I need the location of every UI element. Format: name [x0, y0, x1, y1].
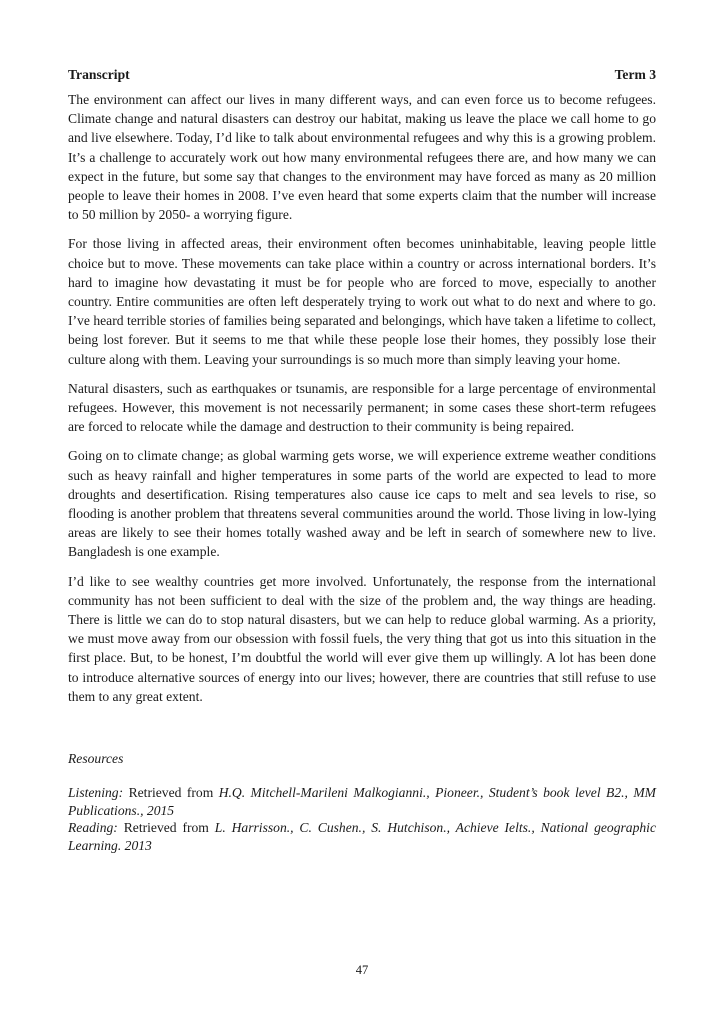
reading-prefix: Retrieved from: [117, 820, 215, 836]
transcript-title: Transcript: [68, 67, 130, 82]
listening-source: H.Q. Mitchell-Marileni Malkogianni., Pioneer., Student’s book level B2., MM Publications., 2015: [68, 785, 657, 818]
document-header: [68, 66, 656, 83]
paragraph-2: For those living in affected areas, their environment often becomes uninhabitable, leaving people little choice but to move. These movements can take place within a country or across international borders. It’s hard to imagine how devastating it must be for people who are forced to move, especially to another country. Entire communities are often left desperately trying to work out what to do next and where to go. I’ve heard terrible stories of families being separated and belongings, which have taken a lifetime to collect, being lost forever. But it seems to me that while these people lose their homes, they possibly lose their culture along with them. Leaving your surroundings is so much more than simply leaving your home.: [68, 236, 656, 367]
page-number: 47: [355, 963, 369, 977]
reading-label: Reading:: [68, 820, 118, 836]
listening-label: Listening:: [68, 785, 124, 801]
paragraph-5: I’d like to see wealthy countries get more involved. Unfortunately, the response from the international community has not been sufficient to deal with the size of the problem and, the way things are heading. There is little we can do to stop natural disasters, but we can help to reduce global warming. As a priority, we must move away from our obsession with fossil fuels, the very thing that got us into this situation in the first place. But, to be honest, I’m doubtful the world will ever give them up willingly. A lot has been done to introduce alternative sources of energy into our lives; however, there are countries that still refuse to use them to any great extent.: [68, 573, 656, 704]
listening-reference: [68, 784, 656, 819]
paragraph-1: The environment can affect our lives in many different ways, and can even force us to become refugees. Climate change and natural disasters can destroy our habitat, making us leave the place we call home to go and live elsewhere. Today, I’d like to talk about environmental refugees and why this is a growing problem. It’s a challenge to accurately work out how many environmental refugees there are, and how many we can expect in the future, but some say that changes to the environment may have forced as many as 20 million people to leave their homes in 2008. I’ve even heard that some experts claim that the number will increase to 50 million by 2050- a worrying figure.: [68, 92, 656, 223]
reading-source: L. Harrisson., C. Cushen., S. Hutchison., Achieve Ielts., National geographic Learning. 2013: [68, 820, 656, 853]
reading-reference: [68, 819, 656, 854]
term-label: Term 3: [614, 67, 656, 82]
paragraph-3: Natural disasters, such as earthquakes or tsunamis, are responsible for a large percentage of environmental refugees. However, this movement is not necessarily permanent; in some cases these short-term refugees are forced to relocate while the damage and destruction to their community is being repaired.: [68, 380, 656, 435]
listening-prefix: Retrieved from: [123, 785, 219, 801]
document-page: [68, 66, 656, 854]
resources-section: [68, 750, 656, 854]
resources-heading: Resources: [68, 751, 124, 767]
paragraph-4: Going on to climate change; as global warming gets worse, we will experience extreme weather conditions such as heavy rainfall and higher temperatures in some parts of the world are expected to lead to more droughts and desertification. Rising temperatures also cause ice caps to melt and sea levels to rise, so flooding is another problem that threatens several communities around the world. Those living in low-lying areas are likely to see their homes totally washed away and be left in search of somewhere new to live. Bangladesh is one example.: [68, 448, 656, 560]
